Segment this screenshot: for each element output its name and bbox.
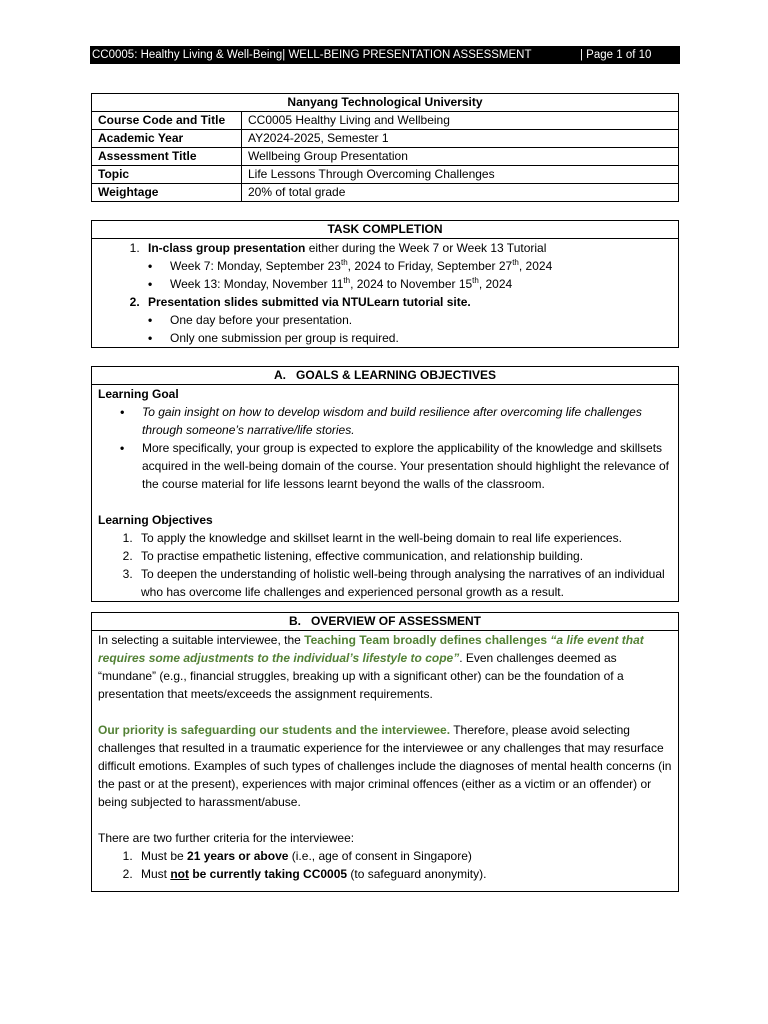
overview-paragraph-1: In selecting a suitable interviewee, the Teaching Team broadly defines challenges “a life event that requires some adjustments to the individual’s lifestyle to cope”. Even challenges deemed as “mundane” (e.g., financial struggles, breaking up with a significant other) can be the foundation of a presentation that meets/exceeds the assignment requirements.: [98, 633, 644, 701]
list-item: 2. To practise empathetic listening, effective communication, and relationship building.: [136, 547, 672, 565]
learning-goal-label: Learning Goal: [98, 387, 179, 401]
task-heading: TASK COMPLETION: [92, 221, 678, 239]
overview-heading: B. OVERVIEW OF ASSESSMENT: [92, 613, 678, 631]
header-page-number: | Page 1 of 10: [580, 49, 652, 61]
list-item: 3. To deepen the understanding of holistic well-being through analysing the narratives of an individual who has overcome life challenges and experienced personal growth as a result.: [136, 565, 672, 601]
course-info-table: [91, 93, 679, 202]
task-completion-section: [91, 220, 679, 348]
table-row: Academic Year AY2024-2025, Semester 1: [92, 130, 679, 148]
overview-paragraph-2: Our priority is safeguarding our students and the interviewee. Therefore, please avoid selecting challenges that resulted in a traumatic experience for the interviewee or any challenges that may resurface difficult emotions. Examples of such types of challenges include the diagnoses of mental health concerns (in the past or at the present), experiences with major criminal offences (either as a victim or an offender) or being subjected to harassment/abuse.: [98, 723, 672, 809]
list-item: 1. In-class group presentation either during the Week 7 or Week 13 Tutorial • Week 7: Monday, September 23th, 2024 to Friday, September 27th, 2024 • Week 13: Monday, November 11th, 2024 to November 15th, 2024: [143, 239, 672, 293]
list-item: 2. Presentation slides submitted via NTULearn tutorial site. • One day before your presentation. • Only one submission per group is required.: [143, 293, 672, 347]
learning-objectives-label: Learning Objectives: [98, 513, 213, 527]
header-title: CC0005: Healthy Living & Well-Being| WELL-BEING PRESENTATION ASSESSMENT: [92, 49, 532, 61]
goals-section: [91, 366, 679, 602]
goals-heading: A. GOALS & LEARNING OBJECTIVES: [92, 367, 678, 385]
list-item: • Week 7: Monday, September 23th, 2024 to Friday, September 27th, 2024: [170, 257, 672, 275]
table-row: Assessment Title Wellbeing Group Presentation: [92, 148, 679, 166]
list-item: 2. Must not be currently taking CC0005 (to safeguard anonymity).: [136, 865, 672, 883]
table-row: Course Code and Title CC0005 Healthy Living and Wellbeing: [92, 112, 679, 130]
list-item: • To gain insight on how to develop wisdom and build resilience after overcoming life challenges through someone’s narrative/life stories.: [142, 403, 672, 439]
list-item: • Week 13: Monday, November 11th, 2024 to November 15th, 2024: [170, 275, 672, 293]
list-item: • More specifically, your group is expected to explore the applicability of the knowledge and skillsets acquired in the well-being domain of the course. Your presentation should highlight the relevance of the course material for life lessons learnt beyond the walls of the classroom.: [142, 439, 672, 493]
table-row: Weightage 20% of total grade: [92, 184, 679, 202]
overview-section: [91, 612, 679, 892]
page-header: [90, 46, 680, 64]
list-item: • Only one submission per group is required.: [170, 329, 672, 347]
university-title: Nanyang Technological University: [92, 94, 679, 112]
list-item: 1. To apply the knowledge and skillset learnt in the well-being domain to real life experiences.: [136, 529, 672, 547]
overview-paragraph-3: There are two further criteria for the interviewee:: [98, 831, 355, 845]
list-item: 1. Must be 21 years or above (i.e., age of consent in Singapore): [136, 847, 672, 865]
list-item: • One day before your presentation.: [170, 311, 672, 329]
table-row: Topic Life Lessons Through Overcoming Challenges: [92, 166, 679, 184]
